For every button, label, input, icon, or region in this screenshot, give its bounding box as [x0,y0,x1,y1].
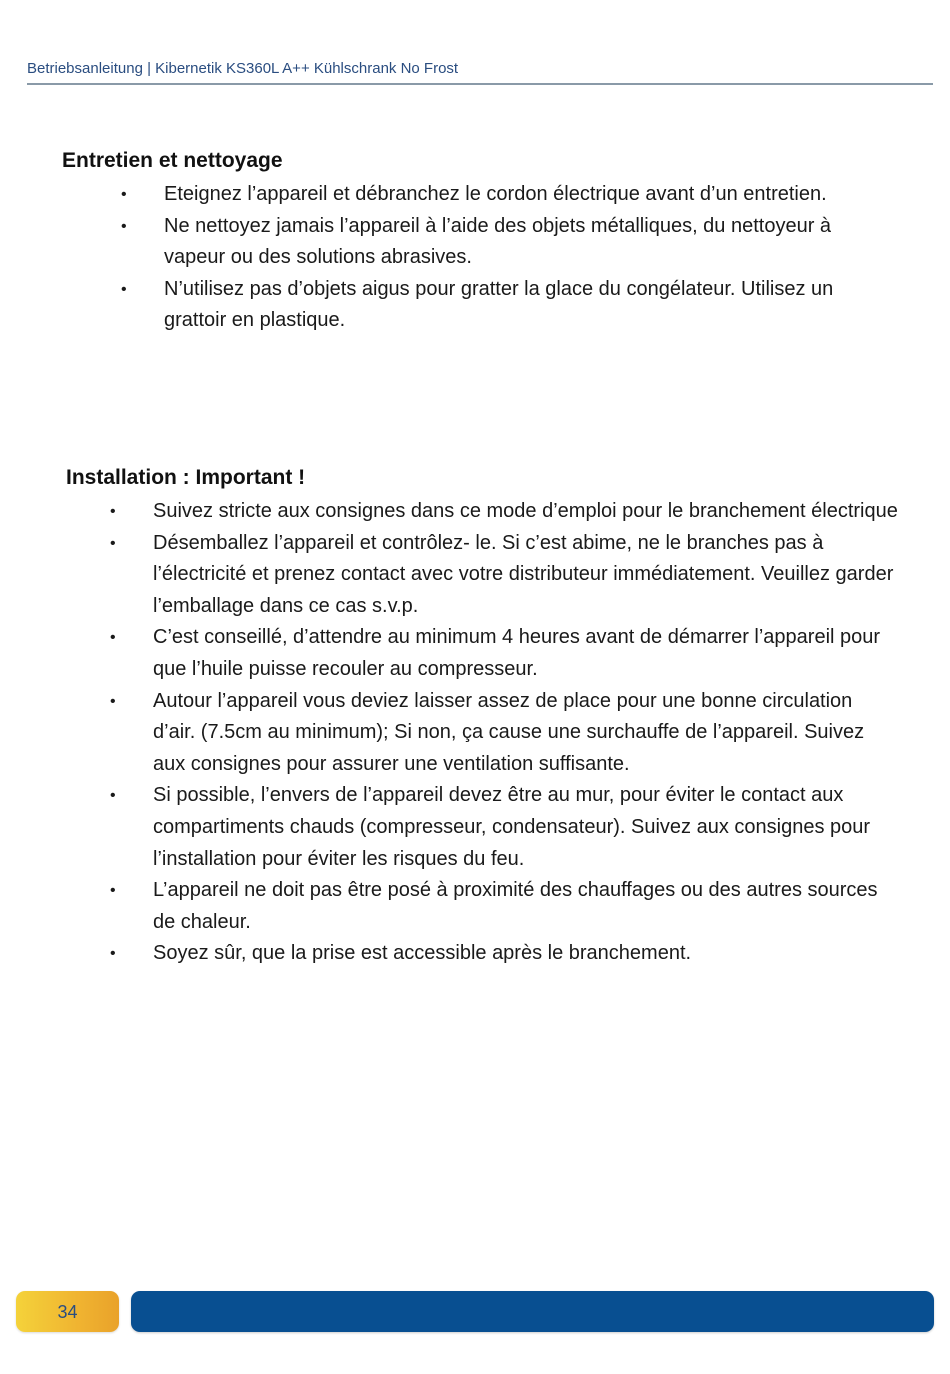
list-item-text: Autour l’appareil vous deviez laisser assez de place pour une bonne circulation d’air. (7.5cm au minimum); Si non, ça cause une surchauffe de l’appareil. Suivez aux consignes pour assurer une ventilation suffisante. [153,689,865,775]
list-item-text: L’appareil ne doit pas être posé à proximité des chauffages ou des autres sources de chaleur. [153,879,878,933]
installation-list [110,496,898,970]
list-item [121,274,884,337]
list-item [121,179,884,211]
header-title: Betriebsanleitung | Kibernetik KS360L A++ Kühlschrank No Frost [27,60,459,77]
list-item-text: Ne nettoyez jamais l’appareil à l’aide des objets métalliques, du nettoyeur à vapeur ou des solutions abrasives. [164,214,832,269]
bullet-icon: • [110,629,116,647]
section-title-maintenance: Entretien et nettoyage [62,149,283,172]
bullet-icon: • [110,534,116,552]
list-item [110,528,898,623]
list-item [110,780,898,875]
bullet-icon: • [110,503,116,520]
list-item [110,496,898,528]
bullet-icon: • [110,945,116,963]
bullet-icon: • [121,280,127,298]
list-item-text: Désemballez l’appareil et contrôlez- le. Si c’est abime, ne le branches pas à l’électricité et prenez contact avec votre distributeur immédiatement. Veuillez garder l’emballage dans ce cas s.v.p. [153,531,894,617]
running-header [27,59,933,85]
list-item-text: Si possible, l’envers de l’appareil devez être au mur, pour éviter le contact aux compartiments chauds (compresseur, condensateur). Suivez aux consignes pour l’installation pour éviter les risques du feu. [153,784,871,870]
list-item-text: Eteignez l’appareil et débranchez le cordon électrique avant d’un entretien. [164,183,827,205]
bullet-icon: • [121,186,127,203]
section-title-installation: Installation : Important ! [66,466,306,489]
list-item-text: Soyez sûr, que la prise est accessible après le branchement. [153,942,692,965]
page-number: 34 [57,1302,78,1322]
list-item [121,211,884,274]
bullet-icon: • [121,217,127,235]
bullet-icon: • [110,787,116,805]
list-item-text: Suivez stricte aux consignes dans ce mode d’emploi pour le branchement électrique [153,500,898,522]
page-number-tab [16,1291,119,1332]
list-item [110,622,898,685]
list-item-text: N’utilisez pas d’objets aigus pour gratter la glace du congélateur. Utilisez un grattoir en plastique. [164,277,834,332]
list-item [110,875,898,938]
list-item [110,938,898,970]
list-item [110,686,898,781]
list-item-text: C’est conseillé, d’attendre au minimum 4 heures avant de démarrer l’appareil pour que l’huile puisse recouler au compresseur. [153,626,881,680]
footer-bar [131,1291,934,1332]
bullet-icon: • [110,692,116,710]
bullet-icon: • [110,882,116,900]
maintenance-list [121,179,884,337]
